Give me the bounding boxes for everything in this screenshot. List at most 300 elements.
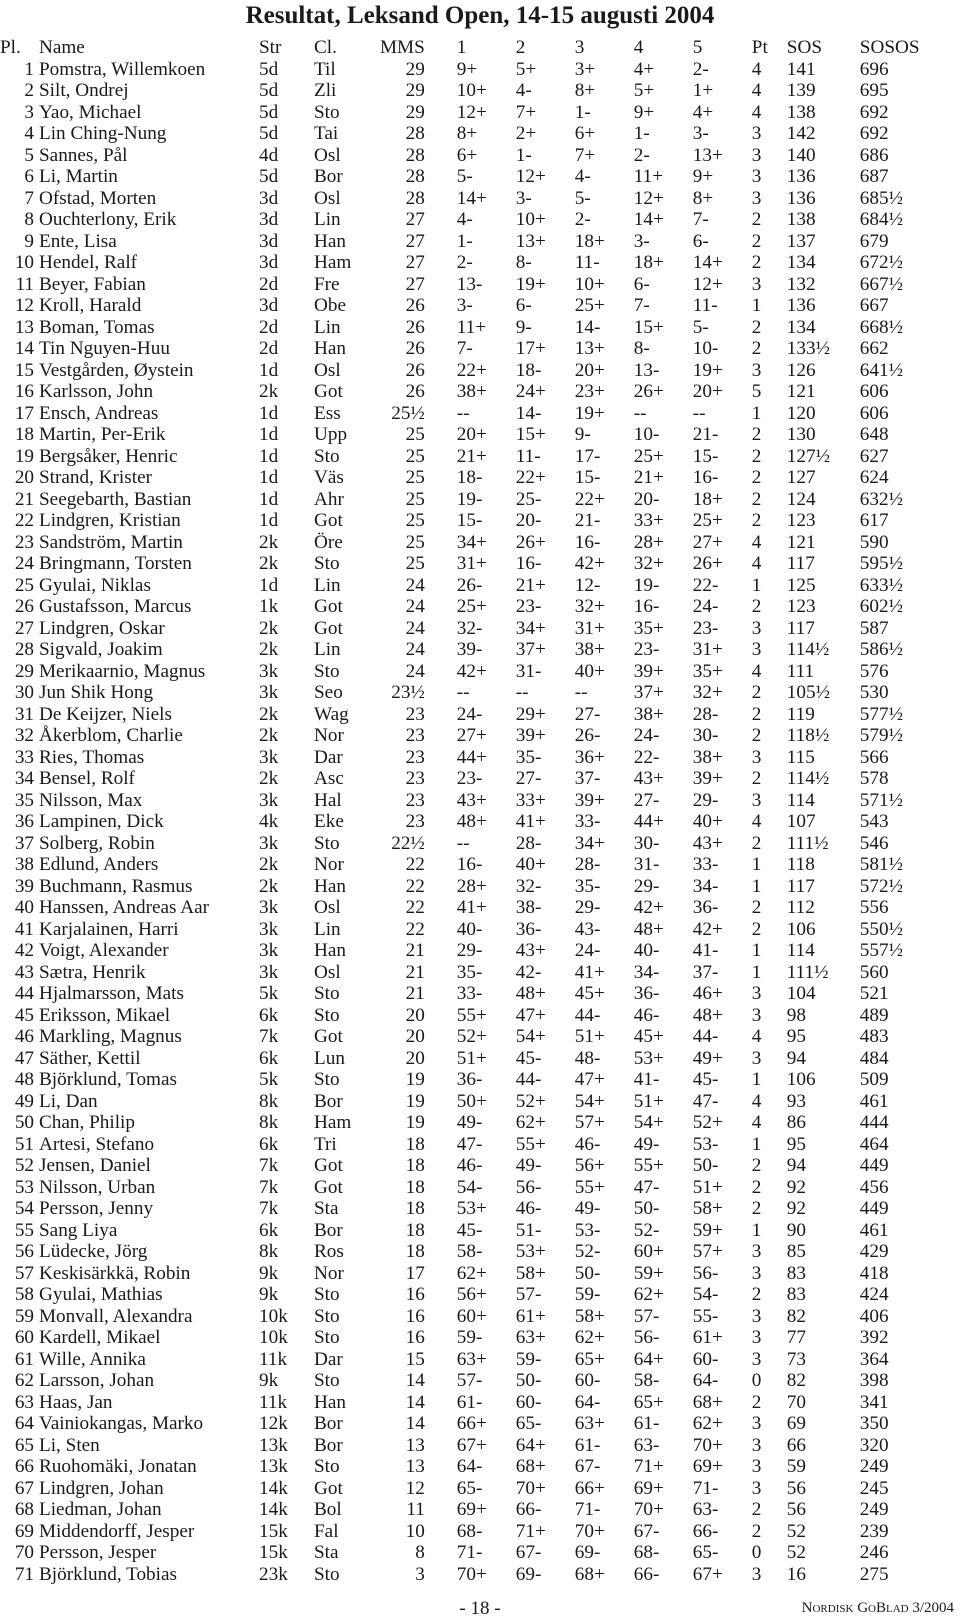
mms-cell: 21 xyxy=(405,961,425,983)
club-cell: Seo xyxy=(314,682,343,703)
sosos-cell: 341 xyxy=(859,1391,889,1413)
round-3-cell: 63+ xyxy=(574,1413,605,1434)
table-row xyxy=(2,1026,930,1048)
round-5-cell: 34- xyxy=(692,875,719,897)
sos-cell: 73 xyxy=(786,1348,806,1370)
round-2-cell: 63+ xyxy=(515,1327,546,1348)
round-3-cell: 66+ xyxy=(574,1477,605,1499)
points-cell: 1 xyxy=(751,961,762,983)
points-cell: 3 xyxy=(751,1434,762,1456)
round-4-cell: 45+ xyxy=(633,1026,664,1047)
round-3-cell: 1- xyxy=(574,101,591,123)
club-cell: Väs xyxy=(314,467,344,488)
points-cell: 0 xyxy=(751,1542,762,1563)
name-cell: Ouchterlony, Erik xyxy=(39,209,177,230)
mms-cell: 18 xyxy=(405,1176,425,1198)
round-3-cell: 51+ xyxy=(574,1026,605,1047)
sos-cell: 117 xyxy=(786,553,815,574)
table-row xyxy=(2,811,930,833)
round-5-cell: 42+ xyxy=(692,918,723,940)
mms-cell: 18 xyxy=(405,1133,425,1155)
table-row xyxy=(2,231,930,253)
round-4-cell: 18+ xyxy=(633,252,664,273)
round-2-cell: 64+ xyxy=(515,1434,546,1456)
sos-cell: 111½ xyxy=(786,832,829,854)
round-2-cell: 47+ xyxy=(515,1004,546,1026)
round-4-cell: 46- xyxy=(633,1004,660,1026)
sos-cell: 123 xyxy=(786,596,816,617)
name-cell: Lüdecke, Jörg xyxy=(39,1241,148,1262)
round-2-cell: 50- xyxy=(515,1370,542,1391)
round-2-cell: 65- xyxy=(515,1413,542,1434)
column-header-sosos: SOSOS xyxy=(859,37,920,58)
round-2-cell: 35- xyxy=(515,746,542,768)
round-2-cell: 54+ xyxy=(515,1026,546,1047)
round-4-cell: 27- xyxy=(633,789,660,811)
round-3-cell: 29- xyxy=(574,897,601,918)
round-1-cell: 50+ xyxy=(456,1090,487,1112)
place-cell: 67 xyxy=(14,1477,34,1499)
table-row xyxy=(2,1456,930,1478)
strength-cell: 9k xyxy=(259,1370,279,1391)
club-cell: Lin xyxy=(314,574,341,596)
strength-cell: 13k xyxy=(259,1456,288,1477)
name-cell: Jensen, Daniel xyxy=(39,1155,151,1176)
club-cell: Han xyxy=(314,875,346,897)
strength-cell: 3d xyxy=(259,187,279,209)
mms-cell: 3 xyxy=(415,1563,425,1585)
round-5-cell: 36- xyxy=(692,897,719,918)
name-cell: Lindgren, Johan xyxy=(39,1477,164,1499)
sos-cell: 92 xyxy=(786,1198,806,1219)
points-cell: 2 xyxy=(751,510,762,531)
round-5-cell: 52+ xyxy=(692,1112,723,1133)
sosos-cell: 606 xyxy=(859,381,889,402)
round-4-cell: 10- xyxy=(633,424,660,445)
sosos-cell: 249 xyxy=(859,1456,889,1477)
points-cell: 2 xyxy=(751,832,762,854)
club-cell: Upp xyxy=(314,424,348,445)
round-1-cell: 55+ xyxy=(456,1004,487,1026)
round-3-cell: 11- xyxy=(574,252,600,273)
round-4-cell: 35+ xyxy=(633,617,664,639)
table-row xyxy=(2,768,930,790)
round-3-cell: 34+ xyxy=(574,832,605,854)
round-3-cell: 48- xyxy=(574,1047,601,1069)
round-2-cell: 34+ xyxy=(515,617,546,639)
mms-cell: 23½ xyxy=(391,682,425,703)
strength-cell: 1k xyxy=(259,596,279,617)
round-2-cell: 1- xyxy=(515,144,532,166)
points-cell: 5 xyxy=(751,381,762,402)
round-5-cell: 6- xyxy=(692,230,709,252)
round-3-cell: 44- xyxy=(574,1004,601,1026)
mms-cell: 18 xyxy=(405,1155,425,1176)
round-2-cell: 60- xyxy=(515,1391,542,1413)
table-header-row xyxy=(2,37,930,59)
round-1-cell: 48+ xyxy=(456,811,487,832)
table-row xyxy=(2,1435,930,1457)
strength-cell: 6k xyxy=(259,1004,279,1026)
round-5-cell: 16- xyxy=(692,467,719,488)
round-1-cell: 60+ xyxy=(456,1305,487,1327)
sos-cell: 59 xyxy=(786,1456,806,1477)
club-cell: Sto xyxy=(314,1563,340,1585)
sos-cell: 117 xyxy=(786,617,815,639)
round-3-cell: 21- xyxy=(574,510,601,531)
round-2-cell: 56- xyxy=(515,1176,542,1198)
sosos-cell: 667 xyxy=(859,295,889,316)
round-3-cell: 14- xyxy=(574,316,601,338)
round-5-cell: 21- xyxy=(692,424,719,445)
club-cell: Bor xyxy=(314,1090,343,1112)
points-cell: 2 xyxy=(751,725,762,746)
place-cell: 38 xyxy=(14,854,34,875)
name-cell: Martin, Per-Erik xyxy=(39,424,166,445)
sos-cell: 83 xyxy=(786,1284,806,1305)
round-4-cell: 38+ xyxy=(633,703,664,725)
mms-cell: 17 xyxy=(405,1262,425,1284)
round-5-cell: 55- xyxy=(692,1305,719,1327)
mms-cell: 28 xyxy=(405,166,425,187)
club-cell: Han xyxy=(314,230,346,252)
round-4-cell: 28+ xyxy=(633,531,664,553)
strength-cell: 8k xyxy=(259,1090,279,1112)
round-2-cell: 5+ xyxy=(515,58,537,80)
round-5-cell: 23- xyxy=(692,617,719,639)
place-cell: 22 xyxy=(14,510,34,531)
mms-cell: 22 xyxy=(405,897,425,918)
round-1-cell: 1- xyxy=(456,230,473,252)
place-cell: 17 xyxy=(14,402,34,424)
table-row xyxy=(2,940,930,962)
round-1-cell: 58- xyxy=(456,1241,483,1262)
name-cell: De Keijzer, Niels xyxy=(39,703,172,725)
strength-cell: 23k xyxy=(259,1563,288,1585)
name-cell: Voigt, Alexander xyxy=(39,940,169,961)
round-3-cell: 4- xyxy=(574,166,591,187)
round-5-cell: 59+ xyxy=(692,1219,723,1241)
sosos-cell: 632½ xyxy=(859,488,903,510)
place-cell: 60 xyxy=(14,1327,34,1348)
club-cell: Sto xyxy=(314,1284,340,1305)
sosos-cell: 687 xyxy=(859,166,889,187)
column-header-round-1: 1 xyxy=(456,37,467,58)
place-cell: 8 xyxy=(24,209,34,230)
place-cell: 48 xyxy=(14,1069,34,1090)
place-cell: 2 xyxy=(24,80,34,101)
round-1-cell: 25+ xyxy=(456,596,487,617)
place-cell: 20 xyxy=(14,467,34,488)
place-cell: 4 xyxy=(24,123,34,144)
column-header-round-4: 4 xyxy=(633,37,644,58)
name-cell: Artesi, Stefano xyxy=(39,1133,155,1155)
strength-cell: 9k xyxy=(259,1284,279,1305)
table-row xyxy=(2,1392,930,1414)
name-cell: Merikaarnio, Magnus xyxy=(39,660,206,682)
sos-cell: 85 xyxy=(786,1241,806,1262)
round-4-cell: 13- xyxy=(633,359,660,381)
round-2-cell: 40+ xyxy=(515,854,546,875)
round-2-cell: 46- xyxy=(515,1198,542,1219)
round-1-cell: 6+ xyxy=(456,144,478,166)
mms-cell: 16 xyxy=(405,1305,425,1327)
club-cell: Sto xyxy=(314,1327,340,1348)
sos-cell: 69 xyxy=(786,1413,806,1434)
sos-cell: 70 xyxy=(786,1391,806,1413)
place-cell: 18 xyxy=(14,424,34,445)
round-5-cell: 40+ xyxy=(692,811,723,832)
mms-cell: 24 xyxy=(405,596,425,617)
club-cell: Dar xyxy=(314,746,343,768)
sos-cell: 118 xyxy=(786,854,815,875)
strength-cell: 5d xyxy=(259,123,279,144)
round-2-cell: 66- xyxy=(515,1499,542,1520)
name-cell: Säther, Kettil xyxy=(39,1047,141,1069)
table-row xyxy=(2,489,930,511)
mms-cell: 27 xyxy=(405,230,425,252)
mms-cell: 25 xyxy=(405,553,425,574)
points-cell: 2 xyxy=(751,316,762,338)
round-3-cell: 60- xyxy=(574,1370,601,1391)
strength-cell: 3k xyxy=(259,918,279,940)
name-cell: Eriksson, Mikael xyxy=(39,1004,171,1026)
table-row xyxy=(2,123,930,145)
strength-cell: 3k xyxy=(259,746,279,768)
mms-cell: 13 xyxy=(405,1434,425,1456)
strength-cell: 8k xyxy=(259,1241,279,1262)
points-cell: 2 xyxy=(751,230,762,252)
round-2-cell: 2+ xyxy=(515,123,537,144)
table-row xyxy=(2,1155,930,1177)
sos-cell: 107 xyxy=(786,811,816,832)
table-row xyxy=(2,403,930,425)
place-cell: 37 xyxy=(14,832,34,854)
name-cell: Tin Nguyen-Huu xyxy=(39,338,170,359)
strength-cell: 10k xyxy=(259,1327,288,1348)
mms-cell: 25 xyxy=(405,510,425,531)
name-cell: Keskisärkkä, Robin xyxy=(39,1262,191,1284)
points-cell: 2 xyxy=(751,918,762,940)
sos-cell: 56 xyxy=(786,1477,806,1499)
strength-cell: 1d xyxy=(259,402,279,424)
place-cell: 63 xyxy=(14,1391,34,1413)
round-2-cell: 36- xyxy=(515,918,542,940)
table-row xyxy=(2,360,930,382)
table-row xyxy=(2,1564,930,1586)
sosos-cell: 672½ xyxy=(859,252,903,273)
round-1-cell: 11+ xyxy=(456,316,487,338)
place-cell: 31 xyxy=(14,703,34,725)
round-1-cell: 14+ xyxy=(456,187,487,209)
sosos-cell: 576 xyxy=(859,660,889,682)
name-cell: Sang Liya xyxy=(39,1219,118,1241)
place-cell: 43 xyxy=(14,961,34,983)
points-cell: 2 xyxy=(751,445,762,467)
round-2-cell: 45- xyxy=(515,1047,542,1069)
round-2-cell: 58+ xyxy=(515,1262,546,1284)
round-5-cell: 3- xyxy=(692,123,709,144)
round-1-cell: 16- xyxy=(456,854,483,875)
mms-cell: 23 xyxy=(405,703,425,725)
mms-cell: 26 xyxy=(405,381,425,402)
round-1-cell: 9+ xyxy=(456,58,478,80)
round-2-cell: 33+ xyxy=(515,789,546,811)
round-1-cell: 52+ xyxy=(456,1026,487,1047)
strength-cell: 7k xyxy=(259,1026,279,1047)
place-cell: 24 xyxy=(14,553,34,574)
round-2-cell: 19+ xyxy=(515,273,546,295)
round-4-cell: 21+ xyxy=(633,467,664,488)
mms-cell: 25 xyxy=(405,488,425,510)
round-4-cell: 67- xyxy=(633,1520,660,1542)
round-1-cell: 2- xyxy=(456,252,473,273)
round-3-cell: 20+ xyxy=(574,359,605,381)
club-cell: Lin xyxy=(314,316,341,338)
round-3-cell: 10+ xyxy=(574,273,605,295)
mms-cell: 22½ xyxy=(391,832,425,854)
place-cell: 11 xyxy=(15,273,34,295)
place-cell: 35 xyxy=(14,789,34,811)
round-4-cell: 31- xyxy=(633,854,660,875)
column-header-sos: SOS xyxy=(786,37,822,58)
round-4-cell: 68- xyxy=(633,1542,660,1563)
round-5-cell: 28- xyxy=(692,703,719,725)
name-cell: Lindgren, Kristian xyxy=(39,510,181,531)
sos-cell: 52 xyxy=(786,1520,806,1542)
sos-cell: 106 xyxy=(786,1069,816,1090)
table-row xyxy=(2,80,930,102)
round-2-cell: 39+ xyxy=(515,725,546,746)
club-cell: Tri xyxy=(314,1133,337,1155)
points-cell: 3 xyxy=(751,789,762,811)
round-4-cell: 22- xyxy=(633,746,660,768)
table-row xyxy=(2,618,930,640)
round-1-cell: 8+ xyxy=(456,123,478,144)
mms-cell: 24 xyxy=(405,617,425,639)
table-row xyxy=(2,1220,930,1242)
mms-cell: 10 xyxy=(405,1520,425,1542)
round-1-cell: 13- xyxy=(456,273,483,295)
club-cell: Nor xyxy=(314,1262,344,1284)
column-header-club: Cl. xyxy=(314,37,337,58)
club-cell: Ros xyxy=(314,1241,344,1262)
sos-cell: 123 xyxy=(786,510,816,531)
strength-cell: 7k xyxy=(259,1198,279,1219)
name-cell: Ries, Thomas xyxy=(39,746,145,768)
round-3-cell: 16- xyxy=(574,531,601,553)
sos-cell: 137 xyxy=(786,230,816,252)
round-2-cell: 68+ xyxy=(515,1456,546,1477)
mms-cell: 15 xyxy=(405,1348,425,1370)
sosos-cell: 546 xyxy=(859,832,889,854)
table-row xyxy=(2,102,930,124)
column-header-round-3: 3 xyxy=(574,37,585,58)
sos-cell: 92 xyxy=(786,1176,806,1198)
mms-cell: 23 xyxy=(405,725,425,746)
table-row xyxy=(2,1284,930,1306)
round-1-cell: 39- xyxy=(456,639,483,660)
place-cell: 47 xyxy=(14,1047,34,1069)
table-row xyxy=(2,59,930,81)
club-cell: Sta xyxy=(314,1542,339,1563)
round-3-cell: 22+ xyxy=(574,488,605,510)
strength-cell: 5k xyxy=(259,983,279,1004)
club-cell: Bor xyxy=(314,1434,343,1456)
round-2-cell: 24+ xyxy=(515,381,546,402)
sosos-cell: 685½ xyxy=(859,187,903,209)
round-4-cell: 9+ xyxy=(633,101,655,123)
place-cell: 65 xyxy=(14,1434,34,1456)
mms-cell: 19 xyxy=(405,1090,425,1112)
strength-cell: 1d xyxy=(259,445,279,467)
sosos-cell: 424 xyxy=(859,1284,889,1305)
points-cell: 3 xyxy=(751,1456,762,1477)
publication-footer: Nordisk GoBlad 3/2004 xyxy=(801,1600,954,1616)
round-3-cell: 45+ xyxy=(574,983,605,1004)
strength-cell: 2k xyxy=(259,617,279,639)
sos-cell: 134 xyxy=(786,316,816,338)
round-5-cell: 14+ xyxy=(692,252,723,273)
points-cell: 3 xyxy=(751,1262,762,1284)
name-cell: Vainiokangas, Marko xyxy=(39,1413,204,1434)
round-3-cell: 28- xyxy=(574,854,601,875)
points-cell: 2 xyxy=(751,1284,762,1305)
round-5-cell: 44- xyxy=(692,1026,719,1047)
name-cell: Hanssen, Andreas Aar xyxy=(39,897,209,918)
mms-cell: 24 xyxy=(405,574,425,596)
round-1-cell: 65- xyxy=(456,1477,483,1499)
club-cell: Fre xyxy=(314,273,340,295)
round-3-cell: 39+ xyxy=(574,789,605,811)
points-cell: 4 xyxy=(751,101,762,123)
round-2-cell: 38- xyxy=(515,897,542,918)
points-cell: 3 xyxy=(751,1563,762,1585)
points-cell: 3 xyxy=(751,359,762,381)
strength-cell: 15k xyxy=(259,1520,288,1542)
sosos-cell: 543 xyxy=(859,811,889,832)
strength-cell: 3k xyxy=(259,660,279,682)
mms-cell: 16 xyxy=(405,1284,425,1305)
sosos-cell: 245 xyxy=(859,1477,889,1499)
round-2-cell: 25- xyxy=(515,488,542,510)
place-cell: 26 xyxy=(14,596,34,617)
round-1-cell: 38+ xyxy=(456,381,487,402)
club-cell: Got xyxy=(314,510,343,531)
round-5-cell: 51+ xyxy=(692,1176,723,1198)
round-3-cell: 37- xyxy=(574,768,601,789)
round-5-cell: 2- xyxy=(692,58,709,80)
round-2-cell: 28- xyxy=(515,832,542,854)
name-cell: Persson, Jenny xyxy=(39,1198,154,1219)
strength-cell: 5d xyxy=(259,101,279,123)
strength-cell: 2k xyxy=(259,854,279,875)
round-4-cell: 61- xyxy=(633,1413,660,1434)
name-cell: Gyulai, Niklas xyxy=(39,574,151,596)
round-1-cell: 35- xyxy=(456,961,483,983)
round-4-cell: 24- xyxy=(633,725,660,746)
place-cell: 25 xyxy=(14,574,34,596)
club-cell: Osl xyxy=(314,187,341,209)
table-row xyxy=(2,983,930,1005)
round-2-cell: 43+ xyxy=(515,940,546,961)
round-4-cell: 65+ xyxy=(633,1391,664,1413)
round-3-cell: 19+ xyxy=(574,402,605,424)
sosos-cell: 595½ xyxy=(859,553,903,574)
sosos-cell: 406 xyxy=(859,1305,889,1327)
round-1-cell: 26- xyxy=(456,574,483,596)
round-3-cell: 46- xyxy=(574,1133,601,1155)
